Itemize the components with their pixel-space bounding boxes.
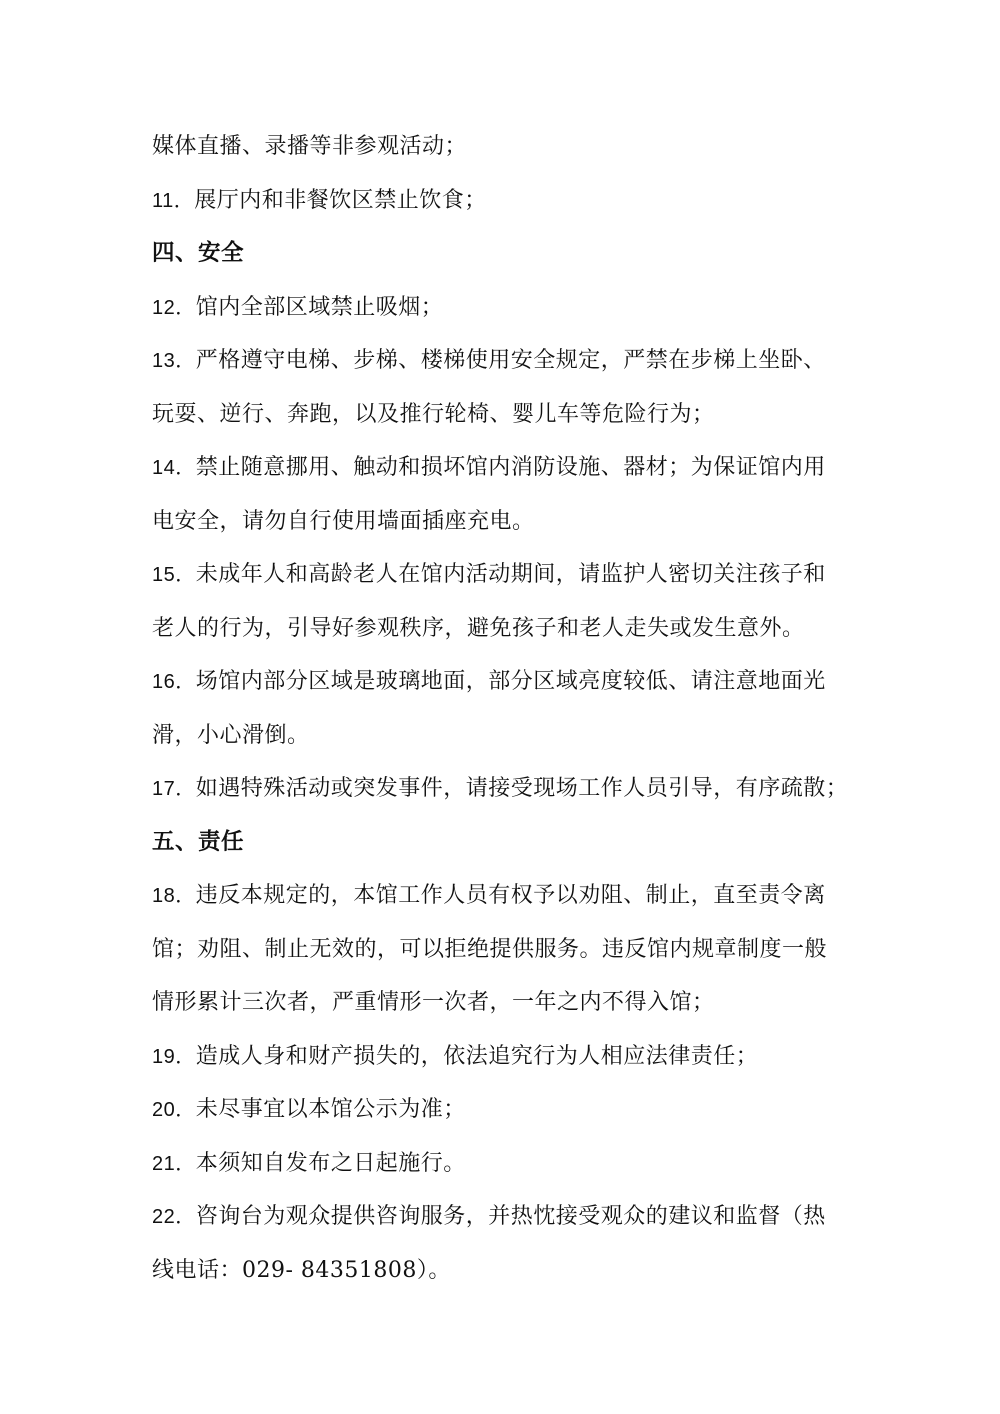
item-number: 20． <box>152 1099 196 1121</box>
line-text: 咨询台为观众提供咨询服务，并热忱接受观众的建议和监督（热 <box>195 1204 826 1229</box>
text-line <box>152 1030 852 1084</box>
line-text: 未成年人和高龄老人在馆内活动期间，请监护人密切关注孩子和 <box>195 562 826 587</box>
line-text: 场馆内部分区域是玻璃地面，部分区域亮度较低、请注意地面光 <box>195 669 826 694</box>
text-line <box>152 655 852 709</box>
item-number: 14． <box>152 457 196 479</box>
document-body <box>152 120 852 1297</box>
text-line <box>152 281 852 335</box>
item-number: 19． <box>152 1045 196 1068</box>
item-number: 17． <box>152 778 196 800</box>
line-text: 本须知自发布之日起施行。 <box>195 1150 466 1176</box>
heading-text: 四、安全 <box>152 240 245 266</box>
line-text: 未尽事宜以本馆公示为准； <box>195 1097 466 1122</box>
line-text: 展厅内和非餐饮区禁止饮食； <box>194 187 487 213</box>
text-line <box>152 1137 852 1191</box>
section-heading <box>152 227 852 281</box>
line-text: 违反本规定的，本馆工作人员有权予以劝阻、制止，直至责令离 <box>195 883 826 908</box>
line-text: 情形累计三次者，严重情形一次者，一年之内不得入馆； <box>152 990 715 1015</box>
line-text: 严格遵守电梯、步梯、楼梯使用安全规定，严禁在步梯上坐卧、 <box>195 348 826 373</box>
line-text: 禁止随意挪用、触动和损坏馆内消防设施、器材；为保证馆内用 <box>195 455 826 480</box>
line-text: 电安全，请勿自行使用墙面插座充电。 <box>152 508 535 534</box>
heading-text: 五、责任 <box>152 828 245 855</box>
text-line <box>152 441 852 495</box>
item-number: 11． <box>152 189 195 212</box>
text-line <box>152 174 852 228</box>
line-text: 馆内全部区域禁止吸烟； <box>195 294 444 320</box>
item-number: 16． <box>152 671 196 693</box>
text-line <box>152 334 852 388</box>
item-number: 12． <box>152 296 196 319</box>
text-line <box>152 548 852 602</box>
text-line <box>152 120 852 174</box>
line-text: 媒体直播、录播等非参观活动； <box>152 134 468 159</box>
line-text: 老人的行为，引导好参观秩序，避免孩子和老人走失或发生意外。 <box>152 615 805 641</box>
text-line <box>152 869 852 923</box>
line-text: 玩耍、逆行、奔跑，以及推行轮椅、婴儿车等危险行为； <box>152 401 715 427</box>
line-text: 如遇特殊活动或突发事件，请接受现场工作人员引导，有序疏散； <box>195 776 849 801</box>
item-number: 21． <box>152 1152 196 1175</box>
text-line <box>152 602 852 656</box>
item-number: 13． <box>152 350 196 372</box>
item-number: 18． <box>152 885 196 907</box>
text-line <box>152 495 852 549</box>
item-number: 15． <box>152 564 196 586</box>
text-line <box>152 1244 852 1298</box>
line-text: 造成人身和财产损失的，依法追究行为人相应法律责任； <box>195 1043 759 1069</box>
text-line <box>152 388 852 442</box>
section-heading <box>152 816 852 870</box>
text-line <box>152 1190 852 1244</box>
line-text: 滑，小心滑倒。 <box>152 722 310 748</box>
line-text: 馆；劝阻、制止无效的，可以拒绝提供服务。违反馆内规章制度一般 <box>152 936 828 962</box>
text-line <box>152 762 852 816</box>
line-text: 线电话：029- 84351808）。 <box>152 1257 451 1283</box>
text-line <box>152 1083 852 1137</box>
text-line <box>152 976 852 1030</box>
text-line <box>152 923 852 977</box>
text-line <box>152 709 852 763</box>
item-number: 22． <box>152 1206 196 1228</box>
